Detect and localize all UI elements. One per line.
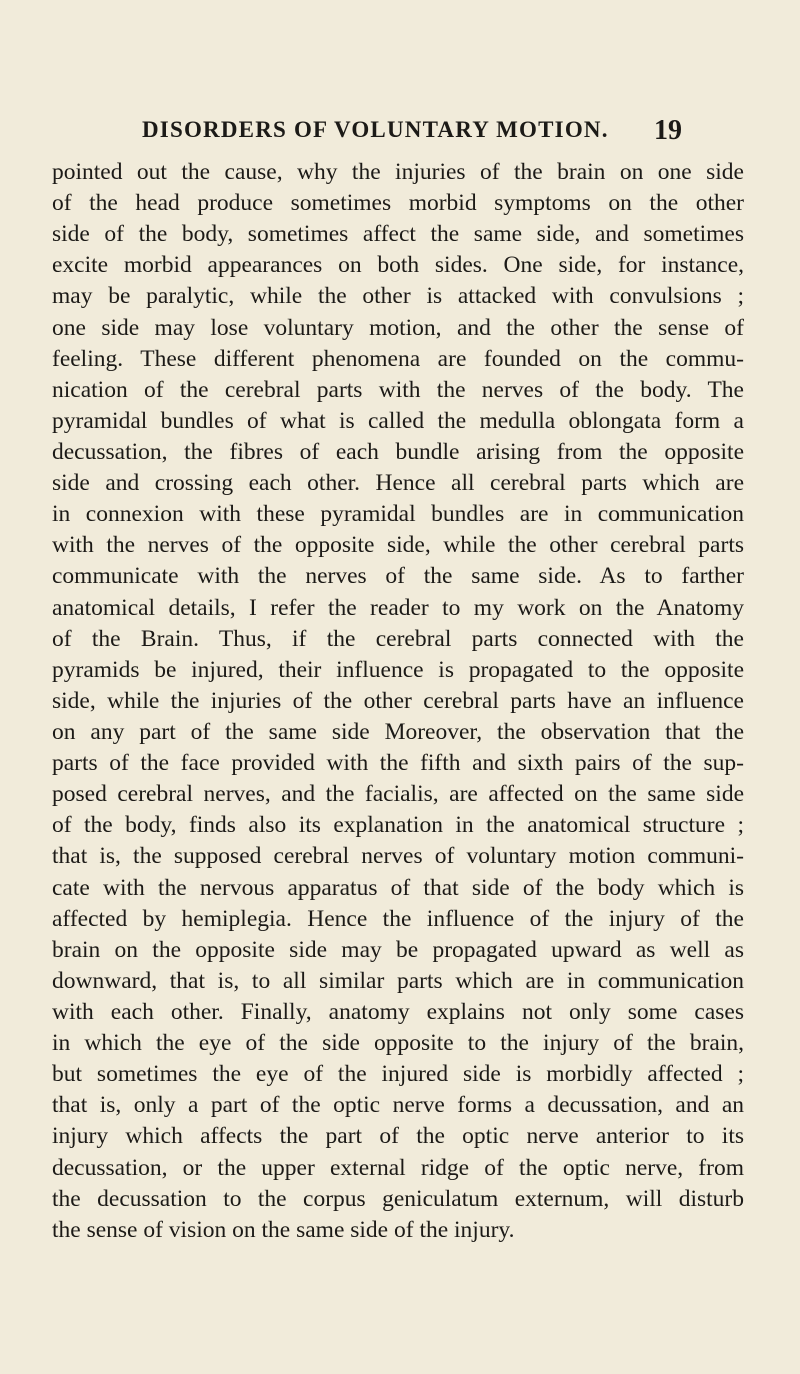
text-line: brain on the opposite side may be propagated upward as well as	[52, 936, 744, 963]
text-line: but sometimes the eye of the injured side is morbidly affected ;	[52, 1061, 744, 1088]
text-line: on any part of the same side Moreover, the observation that the	[52, 718, 744, 745]
text-line: decussation, or the upper external ridge of the optic nerve, from	[52, 1154, 744, 1181]
text-line: injury which affects the part of the optic nerve anterior to its	[52, 1123, 744, 1150]
body-text	[52, 157, 744, 1246]
running-title: DISORDERS OF VOLUNTARY MOTION.	[142, 117, 609, 142]
text-line: side, while the injuries of the other cerebral parts have an influence	[52, 687, 744, 714]
text-line: the sense of vision on the same side of the injury.	[52, 1216, 515, 1243]
text-line: the decussation to the corpus geniculatum externum, will disturb	[52, 1185, 744, 1212]
text-line: decussation, the fibres of each bundle arising from the opposite	[52, 438, 744, 465]
text-line: nication of the cerebral parts with the nerves of the body. The	[52, 376, 744, 403]
text-line: side of the body, sometimes affect the same side, and sometimes	[52, 221, 744, 248]
page-header	[142, 115, 682, 147]
text-line: downward, that is, to all similar parts which are in communication	[52, 967, 744, 994]
text-line: in connexion with these pyramidal bundles are in communication	[52, 501, 744, 528]
text-line: pyramidal bundles of what is called the medulla oblongata form a	[52, 407, 744, 434]
text-line: one side may lose voluntary motion, and the other the sense of	[52, 314, 744, 341]
text-line: that is, only a part of the optic nerve forms a decussation, and an	[52, 1092, 744, 1119]
text-line: in which the eye of the side opposite to the injury of the brain,	[52, 1030, 744, 1057]
text-line: of the Brain. Thus, if the cerebral parts connected with the	[52, 625, 744, 652]
text-line: posed cerebral nerves, and the facialis, are affected on the same side	[52, 781, 744, 808]
page-number: 19	[654, 115, 682, 146]
text-line: may be paralytic, while the other is attacked with convulsions ;	[52, 283, 744, 310]
text-line: side and crossing each other. Hence all cerebral parts which are	[52, 470, 744, 497]
text-line: anatomical details, I refer the reader to my work on the Anatomy	[52, 594, 744, 621]
text-line: affected by hemiplegia. Hence the influence of the injury of the	[52, 905, 744, 932]
text-line: parts of the face provided with the fifth and sixth pairs of the sup-	[52, 750, 744, 777]
text-line: with each other. Finally, anatomy explains not only some cases	[52, 998, 744, 1025]
text-line: cate with the nervous apparatus of that side of the body which is	[52, 874, 744, 901]
text-line: of the head produce sometimes morbid symptoms on the other	[52, 190, 744, 217]
text-line: excite morbid appearances on both sides. One side, for instance,	[52, 252, 744, 279]
text-line: feeling. These different phenomena are founded on the commu-	[52, 345, 744, 372]
text-line: of the body, finds also its explanation in the anatomical structure ;	[52, 812, 744, 839]
text-line: pointed out the cause, why the injuries of the brain on one side	[52, 159, 744, 185]
text-line: pyramids be injured, their influence is propagated to the opposite	[52, 656, 744, 683]
text-line: with the nerves of the opposite side, while the other cerebral parts	[52, 532, 744, 559]
text-line: communicate with the nerves of the same side. As to farther	[52, 563, 744, 590]
text-line: that is, the supposed cerebral nerves of voluntary motion communi-	[52, 843, 744, 870]
